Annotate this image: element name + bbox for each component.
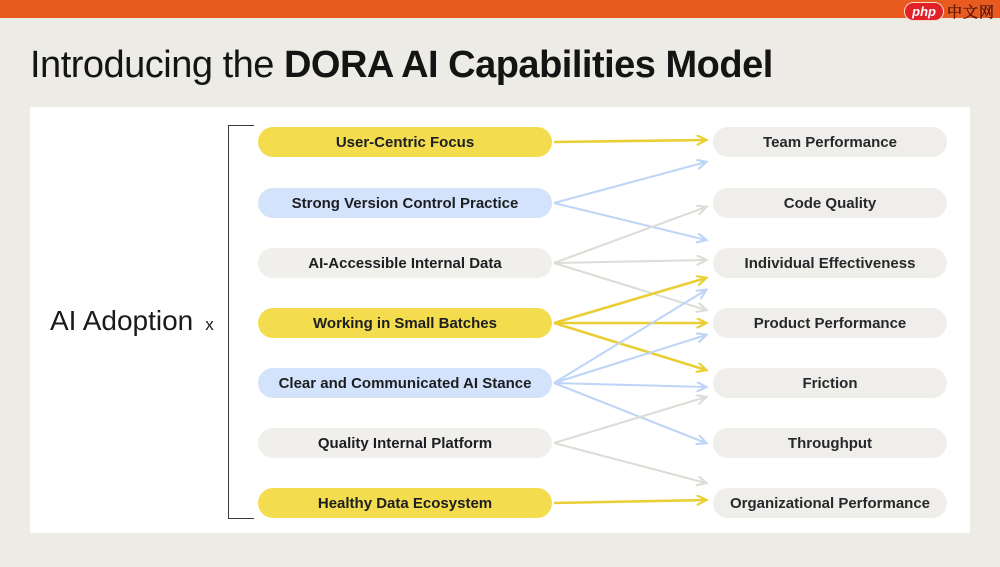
arrow-4-to-5 bbox=[554, 383, 706, 443]
outcome-pill: Team Performance bbox=[713, 127, 947, 157]
arrow-5-to-4 bbox=[554, 397, 706, 443]
outcome-pill: Friction bbox=[713, 368, 947, 398]
site-name: 中文网 bbox=[946, 4, 995, 21]
capability-pill: Quality Internal Platform bbox=[258, 428, 552, 458]
capability-pill: AI-Accessible Internal Data bbox=[258, 248, 552, 278]
arrow-4-to-2 bbox=[554, 290, 706, 383]
title-emphasis: DORA AI Capabilities Model bbox=[283, 44, 773, 86]
ai-adoption-text: AI Adoption bbox=[50, 305, 194, 336]
site-logo[interactable] bbox=[904, 1, 995, 22]
multiplier-x: x bbox=[205, 315, 214, 334]
page-title bbox=[30, 44, 773, 87]
capability-pill: Healthy Data Ecosystem bbox=[258, 488, 552, 518]
outcome-pill: Throughput bbox=[713, 428, 947, 458]
arrow-2-to-3 bbox=[554, 263, 706, 310]
php-logo-badge: php bbox=[904, 2, 944, 21]
outcome-pill: Individual Effectiveness bbox=[713, 248, 947, 278]
arrow-3-to-4 bbox=[554, 323, 706, 370]
arrow-0-to-0 bbox=[554, 140, 706, 142]
arrow-4-to-4 bbox=[554, 383, 706, 387]
capability-pill: User-Centric Focus bbox=[258, 127, 552, 157]
arrow-4-to-3 bbox=[554, 335, 706, 383]
outcome-pill: Organizational Performance bbox=[713, 488, 947, 518]
outcome-pill: Product Performance bbox=[713, 308, 947, 338]
arrow-6-to-6 bbox=[554, 500, 706, 503]
arrow-2-to-1 bbox=[554, 207, 706, 263]
arrow-3-to-2 bbox=[554, 278, 706, 323]
arrow-5-to-6 bbox=[554, 443, 706, 483]
arrow-1-to-2 bbox=[554, 203, 706, 240]
title-prefix: Introducing the bbox=[30, 44, 284, 86]
site-top-bar bbox=[0, 0, 1000, 18]
diagram-card bbox=[30, 107, 970, 533]
arrow-2-to-2 bbox=[554, 260, 706, 263]
capability-pill: Clear and Communicated AI Stance bbox=[258, 368, 552, 398]
outcome-pill: Code Quality bbox=[713, 188, 947, 218]
arrow-1-to-0 bbox=[554, 162, 706, 203]
ai-adoption-label bbox=[50, 305, 226, 337]
bracket bbox=[228, 125, 254, 519]
capability-pill: Strong Version Control Practice bbox=[258, 188, 552, 218]
capability-pill: Working in Small Batches bbox=[258, 308, 552, 338]
